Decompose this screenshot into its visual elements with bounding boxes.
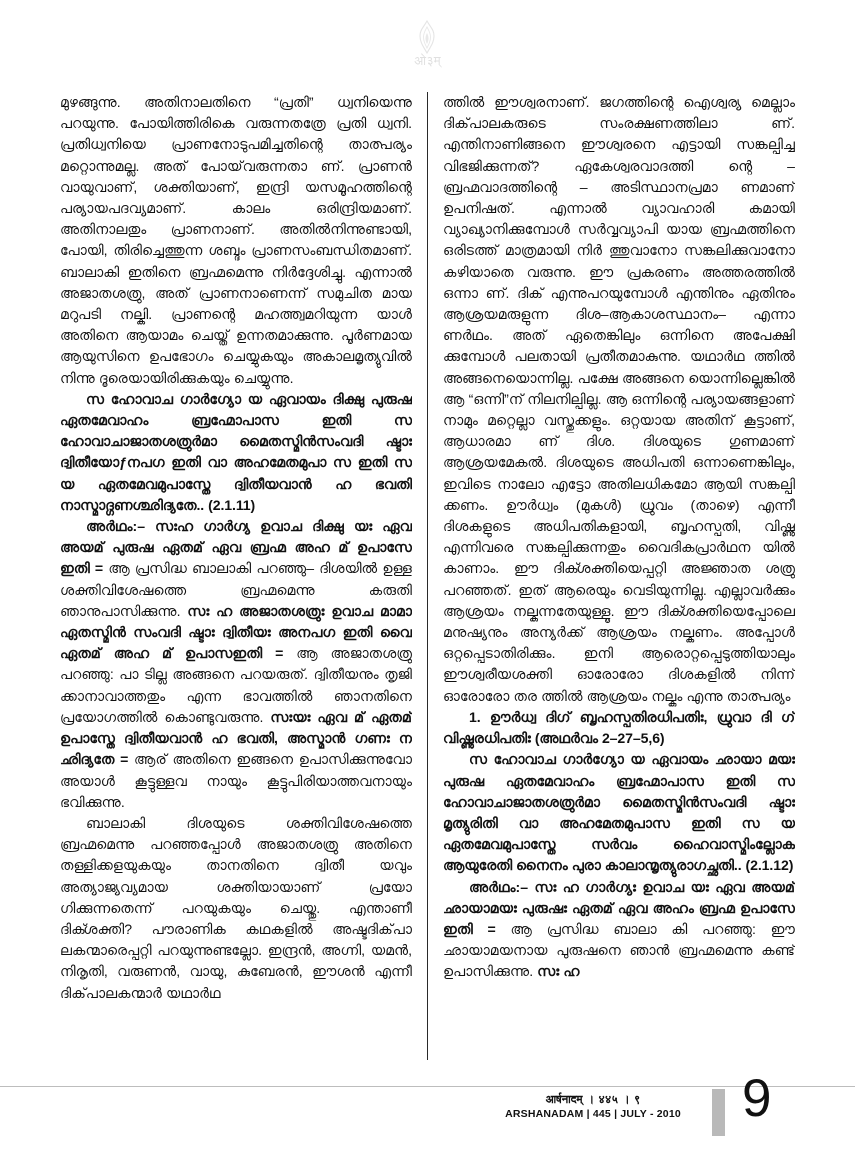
page-number: 9 (742, 1069, 772, 1128)
om-watermark (414, 20, 441, 68)
footer-divider-rule (0, 1086, 855, 1087)
footer-imprint (483, 1092, 703, 1121)
paragraph-left-1: മുഴങ്ങുന്നു. അതിനാലതിനെ “പ്രതി” ധ്വനിയെന്നു പറയുന്നു. പോയിത്തിരികെ വരുന്നതത്രേ പ്രതി ധ്വനി. പ്രതിധ്വനിയെ പ്രാണനോടുപമിച്ചതിന്റെ താത്പര്യം മറ്റൊന്നുമല്ല. അത് പോയ്‌വരുന്നതാ ണ്. പ്രാണൻ വായുവാണ്, ശക്തിയാണ്, ഇന്ദ്രി യസമൂഹത്തിന്റെ പര്യായപദവ്യമാണ്. കാലം ഒരിന്ദ്രിയമാണ്. അതിനാലതും പ്രാണനാണ്. അതിൽനിന്നുണ്ടായി, പോയി, തിരിച്ചെത്തുന്ന ശബ്ദം പ്രാണസംബന്ധിതമാണ്. ബാലാകി ഇതിനെ ബ്രഹ്മമെന്നു നിർദ്ദേശിച്ചു. എന്നാൽ അജാതശത്രു, അത് പ്രാണനാണെന്ന് സമുചിത മായ മറുപടി നല്കി. പ്രാണന്റെ മഹത്ത്വമറിയുന്ന യാൾ അതിനെ ആയാമം ചെയ്ത് ഉന്നതമാക്കുന്നു. പൂർണമായ ആയുസിനെ ഉപഭോഗം ചെയ്യുകയും അകാലമൃത്യുവിൽ നിന്നു ദൂരെയായിരിക്കുകയും ചെയ്യുന്നു. (60, 94, 412, 386)
article-body (60, 92, 795, 1077)
text-run-bold-1: അർഥം:– സഃ ഹ ഗാർഗ്യഃ ഉവാച യഃ ഏവ അയമ് ഛായാമയഃ പുരുഷഃ ഏതമ് ഏവ അഹം ബ്രഹ്മ ഉപാസേ ഇതി = (443, 878, 795, 937)
paragraph-right-2: 1. ഊർധ്വ ദിഗ് ബൃഹസ്പതിരധിപതിഃ, ധ്രുവാ ദി ഗ് വിഷ്ണുരധിപതിഃ (അഥർവം 2–27–5,6) (443, 708, 795, 747)
text-run-regular-6: ആര് അതിനെ ഇങ്ങനെ ഉപാസിക്കുന്നുവോ അയാൾ കൂട്ടുള്ളവ നായും കൂട്ടുപിരിയാത്തവനായും ഭവിക്കുന്നു. (60, 751, 412, 810)
text-run-bold-3: സഃ ഹ അജാതശത്രുഃ ഉവാച മാമാ ഏതസ്മിൻ സംവദി ഷ്ടാഃ ദ്വിതീയഃ അനപഗ ഇതി വൈ ഏതമ് അഹ മ് ഉപാസഇതി = (60, 602, 412, 662)
column-left (60, 92, 412, 1077)
footer-devanagari-title: आर्षनादम् । ४४५ । ९ (545, 1092, 641, 1106)
paragraph-left-3 (60, 516, 412, 813)
masthead (0, 0, 855, 88)
column-right (443, 92, 795, 1077)
footer-english-title: ARSHANADAM | 445 | JULY - 2010 (505, 1108, 681, 1120)
footer-accent-bar (712, 1089, 725, 1136)
text-run-bold-3: സഃ ഹ (537, 963, 580, 980)
page-footer (0, 1069, 855, 1169)
text-run-regular-4: ആ അജാതശത്രു പറഞ്ഞു: പാ ടില്ല അങ്ങനെ പറയരുത്. ദ്വിതീയനും തൃജി ക്കാനാവാത്തതും എന്ന ഭാവത്തിൽ ഞാനതിനെ പ്രയോഗത്തിൽ കൊണ്ടുവരുന്നു. (60, 645, 412, 725)
paragraph-right-4 (443, 877, 795, 983)
text-run-regular-2: ആ പ്രസിദ്ധ ബാലാകി പറഞ്ഞു– ദിശയിൽ ഉള്ള ശക്തിവിശേഷത്തെ ബ്രഹ്മമെന്നു കരുതി ഞാനുപാസിക്കുന്നു. (60, 560, 412, 619)
paragraph-left-4: ബാലാകി ദിശയുടെ ശക്തിവിശേഷത്തെ ബ്രഹ്മമെന്നു പറഞ്ഞപ്പോൾ അജാതശത്രു അതിനെ തള്ളിക്കളയുകയും താനതിനെ ദ്വിതീ യവും അത്യാജ്യവ്യമായ ശക്തിയായാണ് പ്രയോ ഗിക്കുന്നതെന്ന് പറയുകയും ചെയ്തു. എന്താണീ ദിക്ശക്തി? പൗരാണിക കഥകളിൽ അഷ്ടദിക്‌പാ ലകന്മാരെപ്പറ്റി പറയുന്നുണ്ടല്ലോ. ഇന്ദ്രൻ, അഗ്നി, യമൻ, നിരൃതി, വരുണൻ, വായു, കുബേരൻ, ഈശൻ എന്നീ ദിക്‌പാലകന്മാർ യഥാർഥ (60, 814, 412, 1001)
text-run-regular-2: ആ പ്രസിദ്ധ ബാലാ കി പറഞ്ഞു: ഈ ഛായാമയനായ പുരുഷനെ ഞാൻ ബ്രഹ്മമെന്നു കണ്ട് ഉപാസിക്കുന്നു. (443, 920, 795, 980)
column-gutter (412, 92, 443, 1077)
paragraph-left-2: സ ഹോവാച ഗാർഗ്യോ യ ഏവായം ദിക്ഷു പുരുഷ ഏതമേവാഹം ബ്രഹ്മോപാസ ഇതി സ ഹോവാചാജാതശത്രുർമാ മൈതസ്മിൻസംവദി ഷ്ടാഃ ദ്വിതീയോƒനപഗ ഇതി വാ അഹമേതമുപാ സ ഇതി സ യ ഏതമേവമുപാസ്തേ ദ്വിതീയവാൻ ഹ ഭവതി നാസ്മാദ്ഗണശ്ഛിദ്യതേ.. (2.1.11) (60, 390, 412, 513)
om-symbol-text: ओ३म् (414, 54, 441, 69)
text-run-bold-5: സഃയഃ ഏവ മ് ഏതമ് ഉപാസ്തേ ദ്വിതീയവാൻ ഹ ഭവതി, അസ്മാൻ ഗണഃ ന ഛിദ്യതേ = (60, 708, 412, 768)
column-divider-rule (427, 92, 428, 1060)
paragraph-right-3: സ ഹോവാച ഗാർഗ്യോ യ ഏവായം ഛായാ മയഃ പുരുഷ ഏതമേവാഹം ബ്രഹ്മോപാസ ഇതി സ ഹോവാചാജാതശത്രുർമാ മൈതസ്മിൻസംവദി ഷ്ടാഃ മൃത്യുരിതി വാ അഹമേതമുപാസ ഇതി സ യ ഏതമേവമുപാസ്തേ സർവം ഹൈവാസ്മിംല്ലോക ആയുരേതി നൈനം പുരാ കാലാന്മൃത്യുരാഗച്ഛതി.. (2.1.12) (443, 751, 795, 874)
paragraph-right-1: ത്തിൽ ഈശ്വരനാണ്. ജഗത്തിന്റെ ഐശ്വര്യ മെല്ലാം ദിക്‌പാലകരുടെ സംരക്ഷണത്തിലാ ണ്. എന്തിനാണിങ്ങനെ ഈശ്വരനെ എട്ടായി സങ്കല്പിച്ച വിഭജിക്കുന്നത്? ഏകേശ്വരവാദത്തി ന്റെ – ബ്രഹ്മവാദത്തിന്റെ – അടിസ്ഥാനപ്രമാ ണമാണ് ഉപനിഷത്. എന്നാൽ വ്യാവഹാരി കമായി വ്യാഖ്യാനിക്കുമ്പോൾ സർവ്വവ്യാപി യായ ബ്രഹ്മത്തിനെ ഒരിടത്ത് മാത്രമായി നിർ ത്തുവാനോ സങ്കലിക്കുവാനോ കഴിയാതെ വരുന്നു. ഈ പ്രകരണം അത്തരത്തിൽ ഒന്നാ ണ്. ദിക് എന്നുപറയുമ്പോൾ എന്തിനും ഏതിനും ആശ്രയമരുളുന്ന ദിശ–ആകാശസ്ഥാനം– എന്നാ ണർഥം. അത് ഏതെങ്കിലും ഒന്നിനെ അപേക്ഷി ക്കുമ്പോൾ പലതായി പ്രതീതമാകുന്നു. യഥാർഥ ത്തിൽ അങ്ങനെയൊന്നില്ല. പക്ഷേ അങ്ങനെ യൊന്നില്ലെങ്കിൽ ആ “ഒന്നി”ന് നിലനില്പില്ല. ആ ഒന്നിന്റെ പര്യായങ്ങളാണ് നാമും മറ്റെല്ലാ വസ്തുക്കളും. ഒറ്റയായ അതിന് കൂട്ടാണ്, ആധാരമാ ണ് ദിശ. ദിശയുടെ ഗുണമാണ് ആശ്രയമേകൽ. ദിശയുടെ അധിപതി ഒന്നാണെങ്കിലും, ഇവിടെ നാലോ എട്ടോ അതിലധികമോ ആയി സങ്കല്പി ക്കണം. ഊർധ്വം (മുകൾ) ധ്രുവം (താഴെ) എന്നീ ദിശകളുടെ അധിപതികളായി, ബൃഹസ്പതി, വിഷ്ണു എന്നിവരെ സങ്കല്പിക്കുന്നതും വൈദികപ്രാർഥന യിൽ കാണാം. ഈ ദിക്ശക്തിയെപ്പറ്റി അജ്ഞാത ശത്രു പറഞ്ഞത്. ഇത് ആരെയും വെടിയുന്നില്ല. എല്ലാവർക്കും ആശ്രയം നല്കുന്നതേയുള്ളൂ. ഈ ദിക്ശക്തിയെപ്പോലെ മനുഷ്യനും അന്യർക്ക് ആശ്രയം നല്കണം. അപ്പോൾ ഒറ്റപ്പെടാതിരിക്കും. ഇനി ആരൊറ്റപ്പെടുത്തിയാലും ഈശ്വരീയശക്തി ഓരോരോ ദിശകളിൽ നിന്ന് ഓരോരോ തര ത്തിൽ ആശ്രയം നല്കും എന്നു താത്പര്യം (443, 94, 795, 704)
text-run-bold-1: അർഥം:– സഃഹ ഗാർഗ്യ ഉവാച ദിക്ഷു യഃ ഏവ അയമ് പുരുഷ ഏതമ് ഏവ ബ്രഹ്മ അഹ മ് ഉപാസേ ഇതി = (60, 518, 412, 577)
flame-icon (414, 20, 440, 54)
